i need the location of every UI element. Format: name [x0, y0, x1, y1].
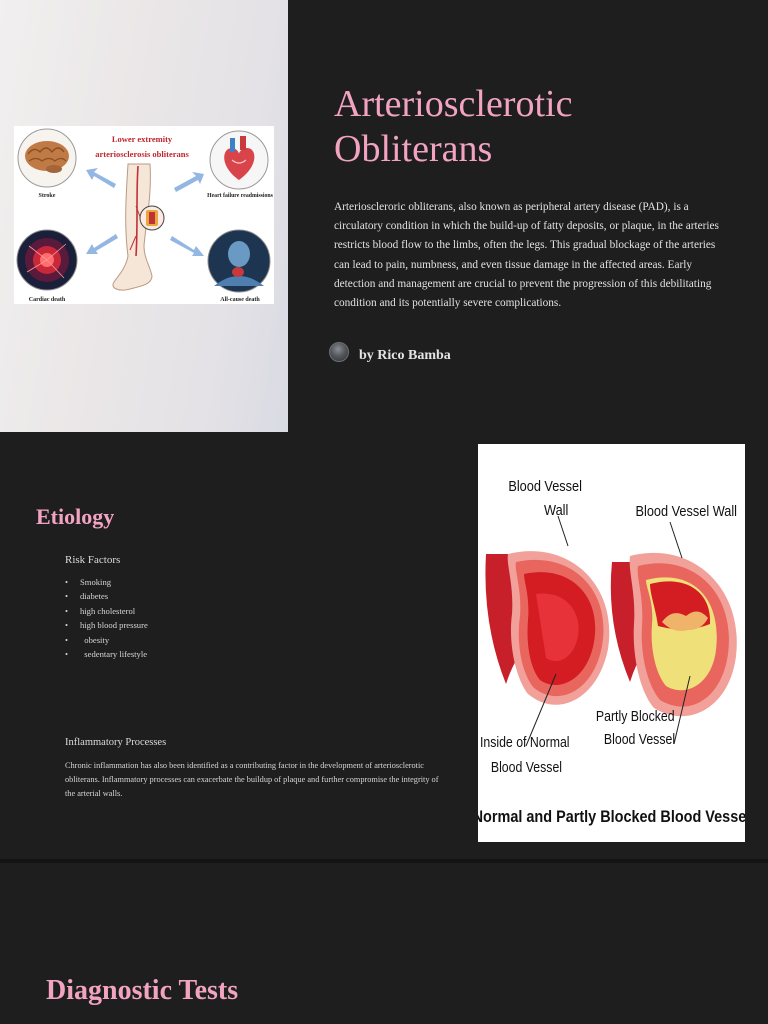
risk-factors-list — [65, 575, 148, 661]
list-item: • diabetes — [65, 589, 148, 603]
blood-vessel-graphic — [478, 444, 745, 842]
author-byline — [329, 340, 451, 364]
cardiac-burst-icon — [17, 230, 77, 290]
bullet-icon: • — [65, 577, 69, 587]
partly-blocked-vessel — [611, 522, 737, 716]
list-item: • obesity — [65, 633, 148, 647]
bullet-icon: • — [65, 591, 69, 602]
bullet-icon: • — [65, 649, 69, 660]
author-name: by Rico Bamba — [359, 348, 451, 363]
intro-paragraph: Arterioscleroric obliterans, also known as peripheral artery disease (PAD), is a circulatory condition in which the build-up of fatty deposits, or plaque, in the arteries restricts blood flow to the limbs, often the legs. This gradual blockage of the arteries can lead to pain, numbness, and even tissue damage in the affected areas. Early detection and management are crucial to prevent the progression of this debilitating condition and its potentially severe complications. — [334, 201, 719, 310]
label-wall-right: Blood Vessel Wall — [635, 501, 737, 520]
author-avatar[interactable] — [329, 342, 349, 362]
label-heart-failure: Heart failure readmissions — [207, 193, 273, 199]
list-item: • Smoking — [65, 575, 148, 589]
bullet-icon: • — [65, 634, 69, 645]
normal-vessel — [485, 516, 609, 705]
label-wall-left-1: Blood Vessel — [508, 476, 582, 495]
label-all-cause-death: All-cause death — [220, 297, 260, 303]
label-partly-1: Partly Blocked — [595, 708, 675, 725]
body-scan-icon — [208, 230, 270, 292]
left-image-panel — [0, 0, 288, 432]
etiology-title: Etiology — [36, 504, 115, 529]
list-item: • high cholesterol — [65, 604, 148, 618]
bullet-icon: • — [65, 620, 69, 631]
inflammatory-heading: Inflammatory Processes — [65, 737, 167, 748]
infographic-heading-1: Lower extremity — [111, 134, 173, 144]
list-item: • sedentary lifestyle — [65, 647, 148, 661]
figure-caption: Normal and Partly Blocked Blood Vessel — [478, 807, 745, 827]
blood-vessel-figure — [478, 444, 745, 842]
label-stroke: Stroke — [38, 193, 56, 199]
bullet-icon: • — [65, 605, 69, 616]
infographic-heading-2: arteriosclerosis obliterans — [95, 149, 189, 159]
diagnostic-slide — [0, 863, 768, 1024]
leg-illustration — [113, 164, 164, 290]
label-wall-left-2: Wall — [544, 500, 569, 519]
brain-icon — [18, 129, 76, 187]
label-partly-2: Blood Vessel — [603, 731, 676, 748]
list-item: • high blood pressure — [65, 618, 148, 632]
label-inside-1: Inside of Normal — [479, 734, 570, 751]
title-slide — [0, 0, 768, 432]
risk-factors-heading: Risk Factors — [65, 554, 121, 566]
label-inside-2: Blood Vessel — [490, 759, 563, 776]
diagnostic-title: Diagnostic Tests — [46, 975, 239, 1006]
heart-icon — [210, 131, 268, 189]
etiology-slide — [0, 432, 768, 859]
page-title: Arteriosclerotic Obliterans — [334, 83, 573, 170]
inflammatory-paragraph: Chronic inflammation has also been identified as a contributing factor in the development of arteriosclerotic obliterans. Inflammatory processes can exacerbate the buildup of plaque and further compromise the integrity of the arterial walls. — [65, 761, 439, 798]
infographic-graphic — [14, 126, 274, 304]
pad-complications-infographic — [14, 126, 274, 304]
label-cardiac-death: Cardiac death — [28, 297, 66, 303]
